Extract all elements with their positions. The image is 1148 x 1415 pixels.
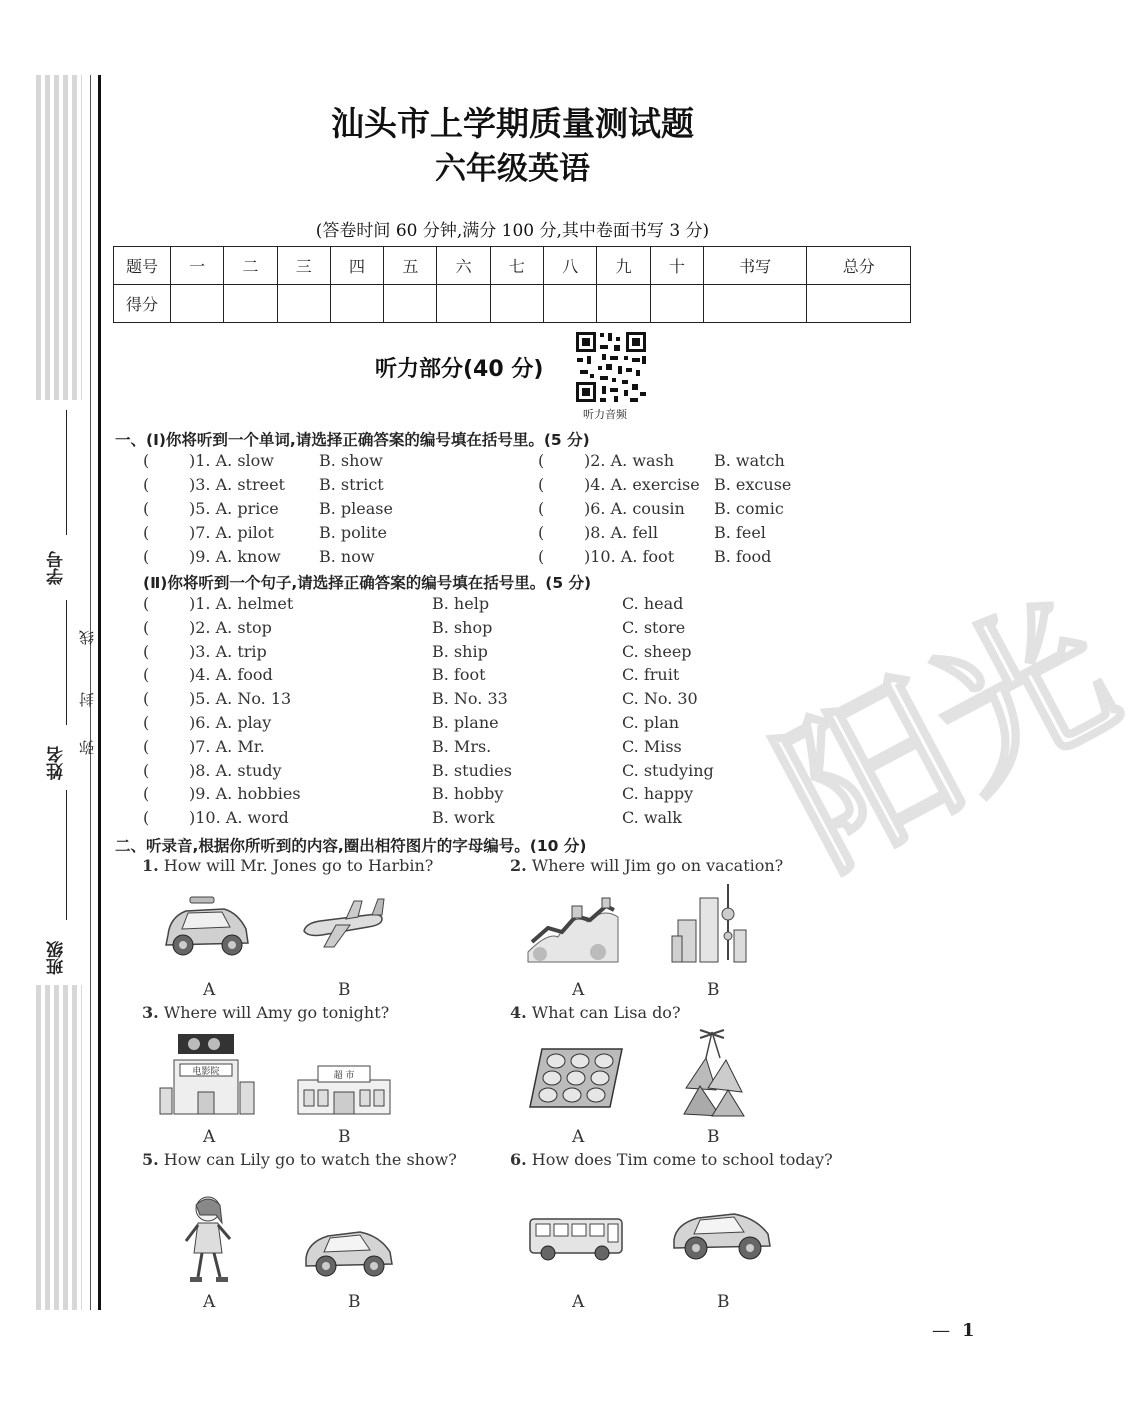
option-a: )5. A. price <box>189 499 279 518</box>
q4-option-b-label: B <box>707 1127 720 1147</box>
listening-heading: 听力部分(40 分) <box>375 357 544 382</box>
score-cell: 三 <box>277 247 330 285</box>
score-input-cell[interactable] <box>650 285 703 323</box>
answer-bracket[interactable]: ( <box>143 617 150 637</box>
option-a: )1. A. helmet <box>189 594 294 613</box>
option-a: )3. A. street <box>189 475 285 494</box>
answer-bracket[interactable]: ( <box>538 451 545 470</box>
option-c: C. walk <box>622 808 682 828</box>
answer-bracket[interactable]: ( <box>143 451 150 470</box>
mooncake-tray-image[interactable] <box>528 1045 624 1115</box>
exam-subtitle: 六年级英语 <box>435 151 590 187</box>
q6-option-b-label: B <box>717 1292 730 1312</box>
taxi-car-image[interactable] <box>158 895 254 965</box>
option-c: C. store <box>622 617 686 637</box>
option-b: B. food <box>714 547 772 566</box>
seal-char-2: 封 <box>78 692 96 707</box>
score-cell: 二 <box>224 247 277 285</box>
option-a: )7. A. Mr. <box>189 736 265 756</box>
score-table <box>113 246 911 323</box>
seal-line <box>98 75 101 1310</box>
answer-bracket[interactable]: ( <box>538 475 545 494</box>
option-a: )8. A. study <box>189 760 282 780</box>
score-cell: 书写 <box>703 247 806 285</box>
q2-option-b-label: B <box>707 980 720 1000</box>
score-cell: 一 <box>171 247 224 285</box>
airplane-image[interactable] <box>298 895 386 959</box>
option-c: C. happy <box>622 784 694 804</box>
question-5: 5. How can Lily go to watch the show? <box>142 1150 457 1169</box>
question-1: 1. How will Mr. Jones go to Harbin? <box>142 856 434 875</box>
option-a: )9. A. hobbies <box>189 784 301 804</box>
answer-bracket[interactable]: ( <box>143 665 150 685</box>
option-b: B. hobby <box>432 784 504 804</box>
q5-option-b-label: B <box>348 1292 361 1312</box>
score-input-cell[interactable] <box>490 285 543 323</box>
option-b: B. No. 33 <box>432 689 508 709</box>
exam-title: 汕头市上学期质量测试题 <box>331 104 694 143</box>
cinema-image[interactable] <box>158 1030 258 1120</box>
q1-option-b-label: B <box>338 980 351 1000</box>
option-b: B. please <box>319 499 393 518</box>
great-wall-image[interactable] <box>528 892 618 966</box>
city-skyline-image[interactable] <box>668 880 748 970</box>
option-c: C. fruit <box>622 665 680 685</box>
option-a: )7. A. pilot <box>189 523 274 542</box>
score-cell: 题号 <box>114 247 171 285</box>
question-2: 2. Where will Jim go on vacation? <box>510 856 784 875</box>
small-car-image[interactable] <box>300 1222 396 1284</box>
option-b: B. ship <box>432 641 488 661</box>
exam-note: (答卷时间 60 分钟,满分 100 分,其中卷面书写 3 分) <box>315 221 710 241</box>
supermarket-image[interactable] <box>296 1062 392 1120</box>
q2-option-a-label: A <box>572 980 585 1000</box>
option-b: B. foot <box>432 665 486 685</box>
option-c: C. No. 30 <box>622 689 698 709</box>
answer-bracket[interactable]: ( <box>143 784 150 804</box>
answer-bracket[interactable]: ( <box>143 736 150 756</box>
score-cell: 七 <box>490 247 543 285</box>
score-input-cell[interactable] <box>544 285 597 323</box>
page-number: 1 <box>962 1320 975 1341</box>
option-a: )4. A. exercise <box>584 475 700 494</box>
score-input-cell[interactable] <box>384 285 437 323</box>
option-a: )3. A. trip <box>189 641 267 661</box>
answer-bracket[interactable]: ( <box>538 547 545 566</box>
option-a: )6. A. play <box>189 713 272 732</box>
option-b: B. Mrs. <box>432 736 492 756</box>
option-b: B. polite <box>319 523 387 542</box>
answer-bracket[interactable]: ( <box>143 475 150 494</box>
answer-bracket[interactable]: ( <box>143 808 150 828</box>
option-b: B. feel <box>714 523 766 542</box>
option-c: C. sheep <box>622 641 692 661</box>
question-4: 4. What can Lisa do? <box>510 1003 681 1022</box>
score-cell: 九 <box>597 247 650 285</box>
score-cell: 六 <box>437 247 490 285</box>
option-b: B. plane <box>432 713 499 732</box>
qr-caption: 听力音频 <box>583 408 627 421</box>
answer-bracket[interactable]: ( <box>143 713 150 732</box>
option-a: )5. A. No. 13 <box>189 689 292 709</box>
option-b: B. watch <box>714 451 785 470</box>
score-cell: 八 <box>544 247 597 285</box>
question-3: 3. Where will Amy go tonight? <box>142 1003 390 1022</box>
student-id-label: 学号 <box>47 551 67 585</box>
seal-char-3: 线 <box>78 630 96 645</box>
score-input-cell[interactable] <box>330 285 383 323</box>
rice-dumplings-image[interactable] <box>676 1028 748 1124</box>
market-sign-text: 超 市 <box>333 1071 355 1081</box>
score-cell: 十 <box>650 247 703 285</box>
option-b: B. shop <box>432 617 493 637</box>
option-a: )10. A. word <box>189 808 289 828</box>
margin-stripes-bottom <box>36 985 82 1310</box>
option-a: )2. A. stop <box>189 617 272 637</box>
answer-bracket[interactable]: ( <box>143 760 150 780</box>
q6-option-a-label: A <box>572 1292 585 1312</box>
name-blank <box>66 790 67 920</box>
q1-option-a-label: A <box>203 980 216 1000</box>
score-table-header-row <box>114 247 911 285</box>
car-image[interactable] <box>670 1204 774 1268</box>
option-b: B. comic <box>714 499 784 518</box>
option-c: C. studying <box>622 760 714 780</box>
answer-bracket[interactable]: ( <box>143 594 150 613</box>
answer-bracket[interactable]: ( <box>538 523 545 542</box>
name-blank-upper <box>66 600 67 725</box>
option-b: B. now <box>319 547 375 566</box>
name-label: 姓名 <box>47 746 67 780</box>
option-b: B. studies <box>432 760 512 780</box>
q4-option-a-label: A <box>572 1127 585 1147</box>
answer-bracket[interactable]: ( <box>143 689 150 709</box>
score-cell: 得分 <box>114 285 171 323</box>
option-a: )1. A. slow <box>189 451 274 470</box>
score-cell: 五 <box>384 247 437 285</box>
score-cell: 总分 <box>807 247 911 285</box>
option-a: )8. A. fell <box>584 523 658 542</box>
score-input-cell[interactable] <box>437 285 490 323</box>
q5-option-a-label: A <box>203 1292 216 1312</box>
option-c: C. Miss <box>622 736 682 756</box>
answer-bracket[interactable]: ( <box>143 641 150 661</box>
cinema-sign-text: 电影院 <box>192 1067 220 1077</box>
option-a: )6. A. cousin <box>584 499 685 518</box>
page-dash: — <box>932 1320 950 1341</box>
score-input-cell[interactable] <box>277 285 330 323</box>
question-6: 6. How does Tim come to school today? <box>510 1150 833 1169</box>
section1-part2-title: (Ⅱ)你将听到一个句子,请选择正确答案的编号填在括号里。(5 分) <box>143 574 592 592</box>
option-a: )2. A. wash <box>584 451 675 470</box>
class-label: 班级 <box>47 941 67 975</box>
option-c: C. plan <box>622 713 680 732</box>
option-c: C. head <box>622 594 684 613</box>
option-a: )4. A. food <box>189 665 273 685</box>
option-a: )10. A. foot <box>584 547 675 566</box>
option-b: B. strict <box>319 475 384 494</box>
option-b: B. show <box>319 451 383 470</box>
score-cell: 四 <box>330 247 383 285</box>
q3-option-a-label: A <box>203 1127 216 1147</box>
answer-bracket[interactable]: ( <box>143 523 150 542</box>
q3-option-b-label: B <box>338 1127 351 1147</box>
option-b: B. help <box>432 594 490 613</box>
answer-bracket[interactable]: ( <box>143 499 150 518</box>
student-id-blank <box>66 410 67 535</box>
bus-image[interactable] <box>528 1215 624 1267</box>
score-input-cell[interactable] <box>703 285 806 323</box>
score-input-cell[interactable] <box>171 285 224 323</box>
score-input-cell[interactable] <box>807 285 911 323</box>
score-table-score-row <box>114 285 911 323</box>
walking-girl-image[interactable] <box>180 1193 236 1289</box>
qr-code-icon[interactable] <box>574 330 648 404</box>
option-b: B. excuse <box>714 475 792 494</box>
section2-title: 二、听录音,根据你所听到的内容,圈出相符图片的字母编号。(10 分) <box>115 837 587 855</box>
option-a: )9. A. know <box>189 547 281 566</box>
seal-char-1: 弥 <box>78 740 96 755</box>
answer-bracket[interactable]: ( <box>143 547 150 566</box>
score-input-cell[interactable] <box>224 285 277 323</box>
section1-title: 一、(Ⅰ)你将听到一个单词,请选择正确答案的编号填在括号里。(5 分) <box>115 431 590 449</box>
score-input-cell[interactable] <box>597 285 650 323</box>
answer-bracket[interactable]: ( <box>538 499 545 518</box>
watermark: 阳光 <box>750 568 1144 904</box>
option-b: B. work <box>432 808 495 828</box>
